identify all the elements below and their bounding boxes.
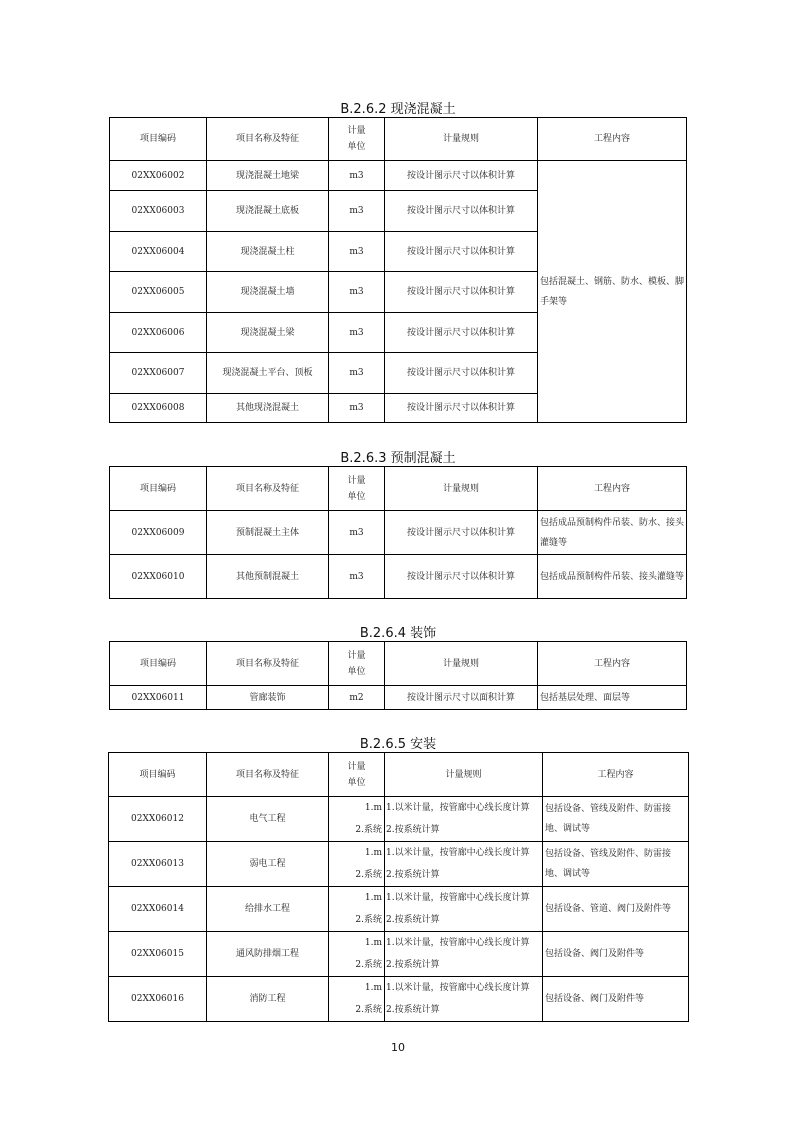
unit-line-1: 1.m — [364, 848, 382, 858]
section-title-installation: B.2.6.5 安装 — [359, 737, 437, 752]
header-code: 项目编码 — [110, 118, 207, 161]
header-unit-l2: 单位 — [347, 142, 366, 152]
rule-line-2: 2.按系统计算 — [386, 825, 440, 835]
cell-code: 02XX06015 — [109, 932, 207, 977]
unit-line-1: 1.m — [364, 983, 382, 993]
rule-line-1: 1.以米计量，按管廊中心线长度计算 — [386, 803, 530, 813]
header-unit-l1: 计量 — [347, 650, 366, 661]
cell-code: 02XX06010 — [110, 555, 207, 599]
table-row — [109, 932, 689, 977]
cell-code: 02XX06008 — [110, 394, 207, 423]
cell-rule: 按设计图示尺寸以体积计算 — [385, 511, 538, 555]
table-row — [110, 511, 687, 555]
rule-line-2: 2.按系统计算 — [386, 1005, 440, 1015]
header-unit — [329, 753, 385, 797]
cell-name: 预制混凝土主体 — [207, 511, 329, 555]
cell-code: 02XX06005 — [110, 272, 207, 313]
rule-line-2: 2.按系统计算 — [386, 870, 440, 880]
unit-line-2: 2.系统 — [355, 1005, 382, 1015]
table-row — [109, 797, 689, 842]
cell-code: 02XX06006 — [110, 313, 207, 353]
table-row — [109, 842, 689, 887]
cell-code: 02XX06007 — [110, 353, 207, 394]
header-code: 项目编码 — [110, 642, 207, 686]
cell-code: 02XX06014 — [109, 887, 207, 932]
cell-code: 02XX06009 — [110, 511, 207, 555]
table-header-row — [110, 467, 687, 511]
cell-unit — [329, 887, 385, 932]
cell-name: 现浇混凝土地梁 — [207, 161, 329, 191]
header-name: 项目名称及特征 — [207, 753, 329, 797]
rule-line-1: 1.以米计量，按管廊中心线长度计算 — [386, 983, 530, 993]
cell-name: 现浇混凝土平台、顶板 — [207, 353, 329, 394]
cell-content-merged: 包括混凝土、钢筋、防水、模板、脚手架等 — [538, 161, 687, 423]
cell-code: 02XX06004 — [110, 232, 207, 272]
cell-name: 通风防排烟工程 — [207, 932, 329, 977]
cell-unit — [329, 932, 385, 977]
header-unit-l1: 计量 — [347, 475, 366, 486]
cell-code: 02XX06016 — [109, 977, 207, 1022]
cell-rule: 按设计图示尺寸以体积计算 — [385, 191, 538, 232]
cell-rule: 按设计图示尺寸以体积计算 — [385, 555, 538, 599]
cell-rule: 按设计图示尺寸以体积计算 — [385, 232, 538, 272]
unit-line-1: 1.m — [364, 938, 382, 948]
header-rule: 计量规则 — [385, 753, 543, 797]
cell-content: 包括设备、阀门及附件等 — [543, 932, 689, 977]
cell-name: 消防工程 — [207, 977, 329, 1022]
table-header-row — [110, 642, 687, 686]
cell-unit — [329, 842, 385, 887]
header-content: 工程内容 — [538, 118, 687, 161]
cell-name: 现浇混凝土底板 — [207, 191, 329, 232]
unit-line-1: 1.m — [364, 893, 382, 903]
header-content: 工程内容 — [538, 467, 687, 511]
cell-unit: m3 — [329, 555, 385, 599]
table-row — [110, 555, 687, 599]
cell-unit: m3 — [329, 272, 385, 313]
header-rule: 计量规则 — [385, 118, 538, 161]
cell-code: 02XX06013 — [109, 842, 207, 887]
section-title-precast-concrete: B.2.6.3 预制混凝土 — [340, 451, 456, 466]
cell-content: 包括设备、管道、阀门及附件等 — [543, 887, 689, 932]
cell-rule: 按设计图示尺寸以体积计算 — [385, 394, 538, 423]
header-content: 工程内容 — [543, 753, 689, 797]
installation-table — [108, 752, 689, 1022]
header-unit-l2: 单位 — [347, 777, 366, 788]
cell-name: 电气工程 — [207, 797, 329, 842]
page-number: 10 — [391, 1041, 405, 1054]
header-unit — [329, 118, 385, 161]
cell-rule: 按设计图示尺寸以体积计算 — [385, 313, 538, 353]
header-code: 项目编码 — [110, 467, 207, 511]
decoration-table — [109, 641, 687, 710]
cell-unit: m3 — [329, 161, 385, 191]
header-unit-l2: 单位 — [347, 491, 366, 502]
header-unit-l2: 单位 — [347, 666, 366, 677]
rule-line-1: 1.以米计量，按管廊中心线长度计算 — [386, 848, 530, 858]
precast-concrete-table — [109, 466, 687, 599]
header-code: 项目编码 — [109, 753, 207, 797]
rule-line-2: 2.按系统计算 — [386, 960, 440, 970]
cell-content: 包括设备、阀门及附件等 — [543, 977, 689, 1022]
cell-name: 弱电工程 — [207, 842, 329, 887]
cell-unit: m3 — [329, 232, 385, 272]
cell-code: 02XX06003 — [110, 191, 207, 232]
header-unit-l1: 计量 — [347, 761, 366, 772]
cell-rule: 按设计图示尺寸以体积计算 — [385, 353, 538, 394]
header-unit-l1: 计量 — [347, 126, 366, 136]
cell-unit: m3 — [329, 313, 385, 353]
unit-line-2: 2.系统 — [355, 960, 382, 970]
cell-unit: m3 — [329, 511, 385, 555]
header-unit — [329, 642, 385, 686]
cell-name: 给排水工程 — [207, 887, 329, 932]
unit-line-1: 1.m — [364, 803, 382, 813]
section-title-cast-concrete: B.2.6.2 现浇混凝土 — [340, 102, 456, 117]
cell-name: 现浇混凝土梁 — [207, 313, 329, 353]
header-content: 工程内容 — [538, 642, 687, 686]
cell-rule: 按设计图示尺寸以面积计算 — [385, 686, 538, 710]
cell-rule — [385, 932, 543, 977]
cell-content: 包括基层处理、面层等 — [538, 686, 687, 710]
cell-code: 02XX06012 — [109, 797, 207, 842]
cell-rule — [385, 887, 543, 932]
cell-content: 包括成品预制构件吊装、接头灌缝等 — [538, 555, 687, 599]
table-header-row — [110, 118, 687, 161]
cell-rule: 按设计图示尺寸以体积计算 — [385, 161, 538, 191]
cell-name: 现浇混凝土柱 — [207, 232, 329, 272]
cell-content: 包括成品预制构件吊装、防水、接头灌缝等 — [538, 511, 687, 555]
cell-unit — [329, 977, 385, 1022]
unit-line-2: 2.系统 — [355, 825, 382, 835]
cell-code: 02XX06011 — [110, 686, 207, 710]
cell-name: 其他预制混凝土 — [207, 555, 329, 599]
header-name: 项目名称及特征 — [207, 467, 329, 511]
table-row — [109, 887, 689, 932]
rule-line-1: 1.以米计量，按管廊中心线长度计算 — [386, 893, 530, 903]
cell-name: 其他现浇混凝土 — [207, 394, 329, 423]
header-rule: 计量规则 — [385, 642, 538, 686]
header-name: 项目名称及特征 — [207, 118, 329, 161]
cell-name: 现浇混凝土墙 — [207, 272, 329, 313]
table-header-row — [109, 753, 689, 797]
cell-unit — [329, 797, 385, 842]
unit-line-2: 2.系统 — [355, 870, 382, 880]
table-row — [110, 686, 687, 710]
rule-line-2: 2.按系统计算 — [386, 915, 440, 925]
rule-line-1: 1.以米计量，按管廊中心线长度计算 — [386, 938, 530, 948]
cell-rule: 按设计图示尺寸以体积计算 — [385, 272, 538, 313]
cast-concrete-table — [109, 117, 687, 423]
table-row — [110, 161, 687, 191]
cell-rule — [385, 842, 543, 887]
cell-rule — [385, 797, 543, 842]
unit-line-2: 2.系统 — [355, 915, 382, 925]
cell-unit: m3 — [329, 191, 385, 232]
cell-code: 02XX06002 — [110, 161, 207, 191]
section-title-decoration: B.2.6.4 装饰 — [359, 626, 437, 641]
cell-unit: m3 — [329, 394, 385, 423]
cell-unit: m3 — [329, 353, 385, 394]
cell-name: 管廊装饰 — [207, 686, 329, 710]
cell-content: 包括设备、管线及附件、防雷接地、调试等 — [543, 842, 689, 887]
header-rule: 计量规则 — [385, 467, 538, 511]
cell-rule — [385, 977, 543, 1022]
cell-unit: m2 — [329, 686, 385, 710]
header-unit — [329, 467, 385, 511]
header-name: 项目名称及特征 — [207, 642, 329, 686]
table-row — [109, 977, 689, 1022]
cell-content: 包括设备、管线及附件、防雷接地、调试等 — [543, 797, 689, 842]
